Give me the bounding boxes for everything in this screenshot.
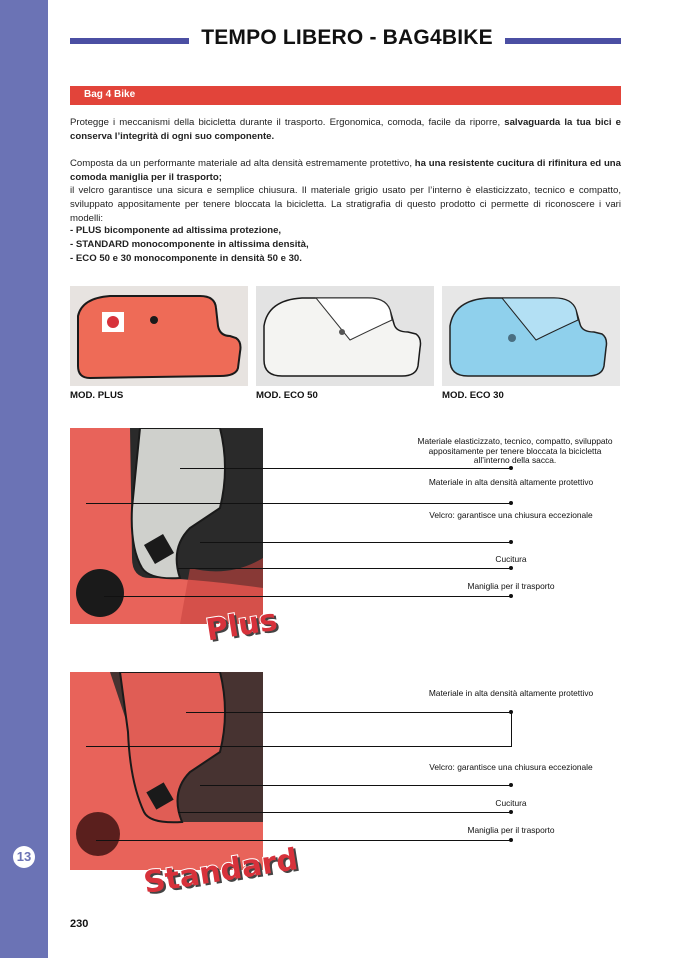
model-list-item: - PLUS bicomponente ad altissima protezione, [70,225,282,236]
standard-leader-3 [178,812,511,813]
standard-leader-dot-3 [509,810,513,814]
title-rule-left [70,38,189,44]
plus-leader-2 [86,503,511,504]
page-title: TEMPO LIBERO - BAG4BIKE [201,26,493,49]
chapter-sidebar [0,0,48,958]
caption-eco30: MOD. ECO 30 [442,390,504,401]
plus-leader-5 [104,596,511,597]
plus-leader-dot-1 [509,466,513,470]
plus-leader-dot-3 [509,540,513,544]
plus-leader-1 [180,468,511,469]
section-bar [70,86,621,105]
intro-paragraph-2: Composta da un performante materiale ad alta densità estremamente protettivo, ha una resistente cucitura di rifinitura ed una comoda maniglia per il trasporto; [70,158,621,183]
plus-leader-dot-5 [509,594,513,598]
standard-badge: Standard [141,842,301,901]
plus-callout-velcro: Velcro: garantisce una chiusura eccezionale [429,510,593,520]
caption-eco50: MOD. ECO 50 [256,390,318,401]
standard-leader-dot-2 [509,783,513,787]
model-list-item: - STANDARD monocomponente in altissima densità, [70,239,309,250]
intro-paragraph-1: Protegge i meccanismi della bicicletta durante il trasporto. Ergonomica, comoda, facile da riporre, salvaguarda la tua bici e conserva l’integrità di ogni suo componente. [70,117,621,142]
caption-plus: MOD. PLUS [70,390,124,401]
standard-leader-1b [86,746,512,747]
section-label: Bag 4 Bike [84,89,136,100]
plus-callout-inner-material: Materiale elasticizzato, tecnico, compatto, sviluppato appositamente per tenere bloccata la bicicletta all’interno della sacca. [417,436,613,466]
plus-callout-handle: Maniglia per il trasporto [467,581,555,591]
standard-leader-2 [200,785,511,786]
plus-leader-dot-4 [509,566,513,570]
plus-badge: Plus [203,602,280,649]
model-list-item: - ECO 50 e 30 monocomponente in densità 50 e 30. [70,253,302,264]
product-photo-eco50 [256,286,434,386]
standard-callout-high-density: Materiale in alta densità altamente protettivo [428,688,594,698]
plus-detail-photo [70,428,263,624]
standard-callout-handle: Maniglia per il trasporto [467,825,555,835]
intro-paragraph-3: il velcro garantisce una sicura e semplice chiusura. Il materiale grigio usato per l’interno è elasticizzato, tecnico e compatto, sviluppato appositamente per tenere bloccata la bicicletta. La stratigrafia di questo prodotto ci permette di riconoscere i vari modelli: [70,185,621,224]
plus-leader-3 [200,542,511,543]
plus-callout-stitching: Cucitura [495,554,527,564]
product-photo-eco30 [442,286,620,386]
standard-leader-dot-4 [509,838,513,842]
standard-callout-velcro: Velcro: garantisce una chiusura eccezionale [429,762,593,772]
standard-leader-4 [96,840,511,841]
standard-leader-1-vertical [511,712,512,746]
chapter-badge: 13 [13,846,35,868]
plus-leader-4 [178,568,511,569]
plus-leader-dot-2 [509,501,513,505]
standard-leader-1 [186,712,511,713]
title-rule-right [505,38,621,44]
product-photo-plus [70,286,248,386]
plus-callout-high-density: Materiale in alta densità altamente protettivo [428,477,594,487]
standard-callout-stitching: Cucitura [495,798,527,808]
page-number: 230 [70,918,89,930]
